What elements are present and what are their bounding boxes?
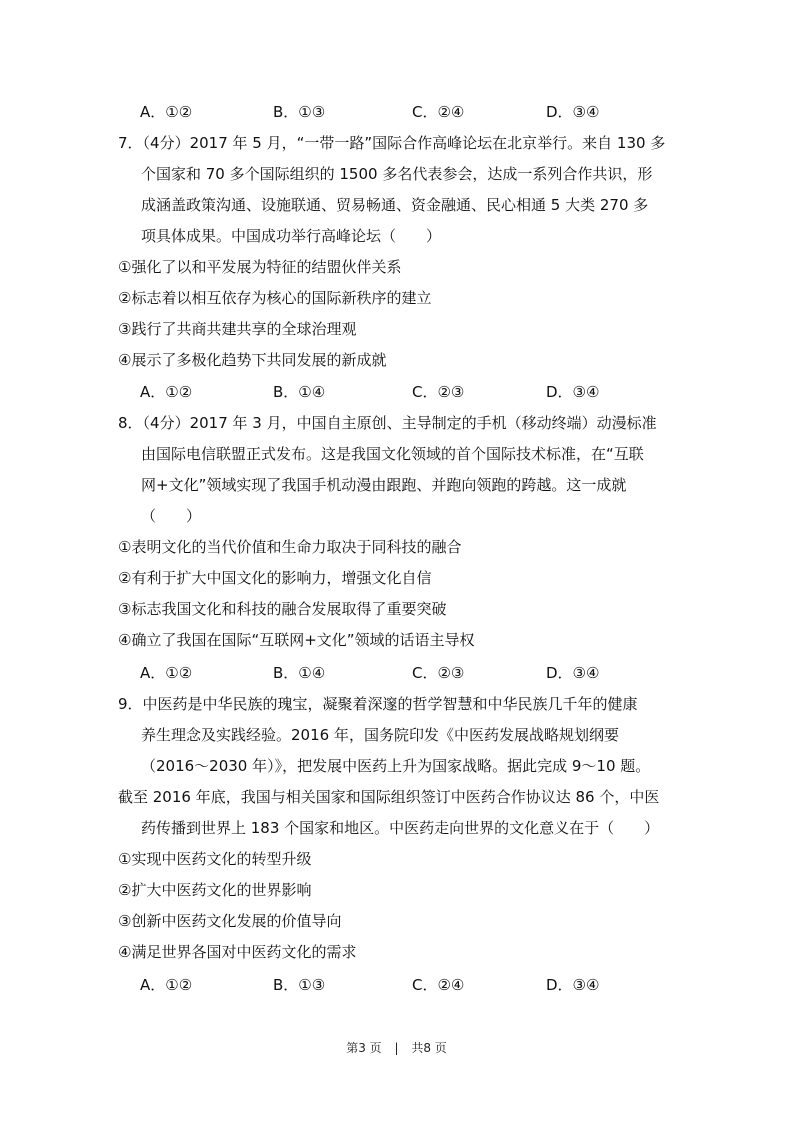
page-number-total: 共8 页 bbox=[411, 1041, 447, 1055]
q9-item-3: ③创新中医药文化发展的价值导向 bbox=[118, 912, 342, 930]
q7-item-4: ④展示了多极化趋势下共同发展的新成就 bbox=[118, 351, 387, 369]
q7-stem-line-4: 项具体成果。中国成功举行高峰论坛（ ） bbox=[141, 227, 442, 245]
page-footer bbox=[0, 1040, 793, 1056]
option-c: C．②③ bbox=[412, 664, 465, 682]
q8-stem-line-1: 8．（4分）2017 年 3 月，中国自主原创、主导制定的手机（移动终端）动漫标准 bbox=[118, 414, 657, 432]
q9-stem-line-2: 养生理念及实践经验。2016 年，国务院印发《中医药发展战略规划纲要 bbox=[141, 726, 619, 744]
q8-stem-line-4: （ ） bbox=[141, 507, 202, 525]
option-c: C．②③ bbox=[412, 383, 465, 401]
q7-stem-line-3: 成涵盖政策沟通、设施联通、贸易畅通、资金融通、民心相通 5 大类 270 多 bbox=[141, 196, 649, 214]
option-c: C．②④ bbox=[412, 976, 465, 994]
q7-stem-line-1: 7．（4分）2017 年 5 月，“一带一路”国际合作高峰论坛在北京举行。来自 130 多 bbox=[118, 134, 666, 152]
option-d: D．③④ bbox=[546, 103, 600, 121]
q9-item-4: ④满足世界各国对中医药文化的需求 bbox=[118, 943, 357, 961]
q9-stem-line-4: 截至 2016 年底，我国与相关国家和国际组织签订中医药合作协议达 86 个，中医 bbox=[118, 788, 660, 806]
option-a: A．①② bbox=[140, 383, 193, 401]
q9-stem-line-1: 9．中医药是中华民族的瑰宝，凝聚着深邃的哲学智慧和中华民族几千年的健康 bbox=[118, 695, 638, 713]
q8-stem-line-2: 由国际电信联盟正式发布。这是我国文化领域的首个国际技术标准，在“互联 bbox=[141, 445, 644, 463]
option-d: D．③④ bbox=[546, 976, 600, 994]
q9-item-2: ②扩大中医药文化的世界影响 bbox=[118, 881, 312, 899]
q8-item-1: ①表明文化的当代价值和生命力取决于同科技的融合 bbox=[118, 538, 462, 556]
q7-item-3: ③践行了共商共建共享的全球治理观 bbox=[118, 320, 357, 338]
option-a: A．①② bbox=[140, 664, 193, 682]
option-d: D．③④ bbox=[546, 664, 600, 682]
q8-item-4: ④确立了我国在国际“互联网+文化”领域的话语主导权 bbox=[118, 631, 475, 649]
option-c: C．②④ bbox=[412, 103, 465, 121]
q8-item-3: ③标志我国文化和科技的融合发展取得了重要突破 bbox=[118, 600, 447, 618]
q7-item-2: ②标志着以相互依存为核心的国际新秩序的建立 bbox=[118, 289, 432, 307]
q8-stem-line-3: 网+文化”领域实现了我国手机动漫由跟跑、并跑向领跑的跨越。这一成就 bbox=[141, 476, 627, 494]
q9-stem-line-3: （2016～2030 年）》，把发展中医药上升为国家战略。据此完成 9～10 题。 bbox=[141, 757, 651, 775]
option-b: B．①③ bbox=[273, 976, 326, 994]
q9-item-1: ①实现中医药文化的转型升级 bbox=[118, 850, 312, 868]
option-b: B．①④ bbox=[273, 664, 326, 682]
q7-stem-line-2: 个国家和 70 多个国际组织的 1500 多名代表参会，达成一系列合作共识，形 bbox=[141, 165, 653, 183]
option-a: A．①② bbox=[140, 103, 193, 121]
q8-item-2: ②有利于扩大中国文化的影响力，增强文化自信 bbox=[118, 569, 432, 587]
q9-stem-line-5: 药传播到世界上 183 个国家和地区。中医药走向世界的文化意义在于（ ） bbox=[141, 819, 660, 837]
page-number-separator: | bbox=[394, 1041, 399, 1055]
option-b: B．①③ bbox=[273, 103, 326, 121]
page-number-current: 第3 页 bbox=[346, 1041, 382, 1055]
option-b: B．①④ bbox=[273, 383, 326, 401]
option-d: D．③④ bbox=[546, 383, 600, 401]
option-a: A．①② bbox=[140, 976, 193, 994]
q7-item-1: ①强化了以和平发展为特征的结盟伙伴关系 bbox=[118, 258, 402, 276]
